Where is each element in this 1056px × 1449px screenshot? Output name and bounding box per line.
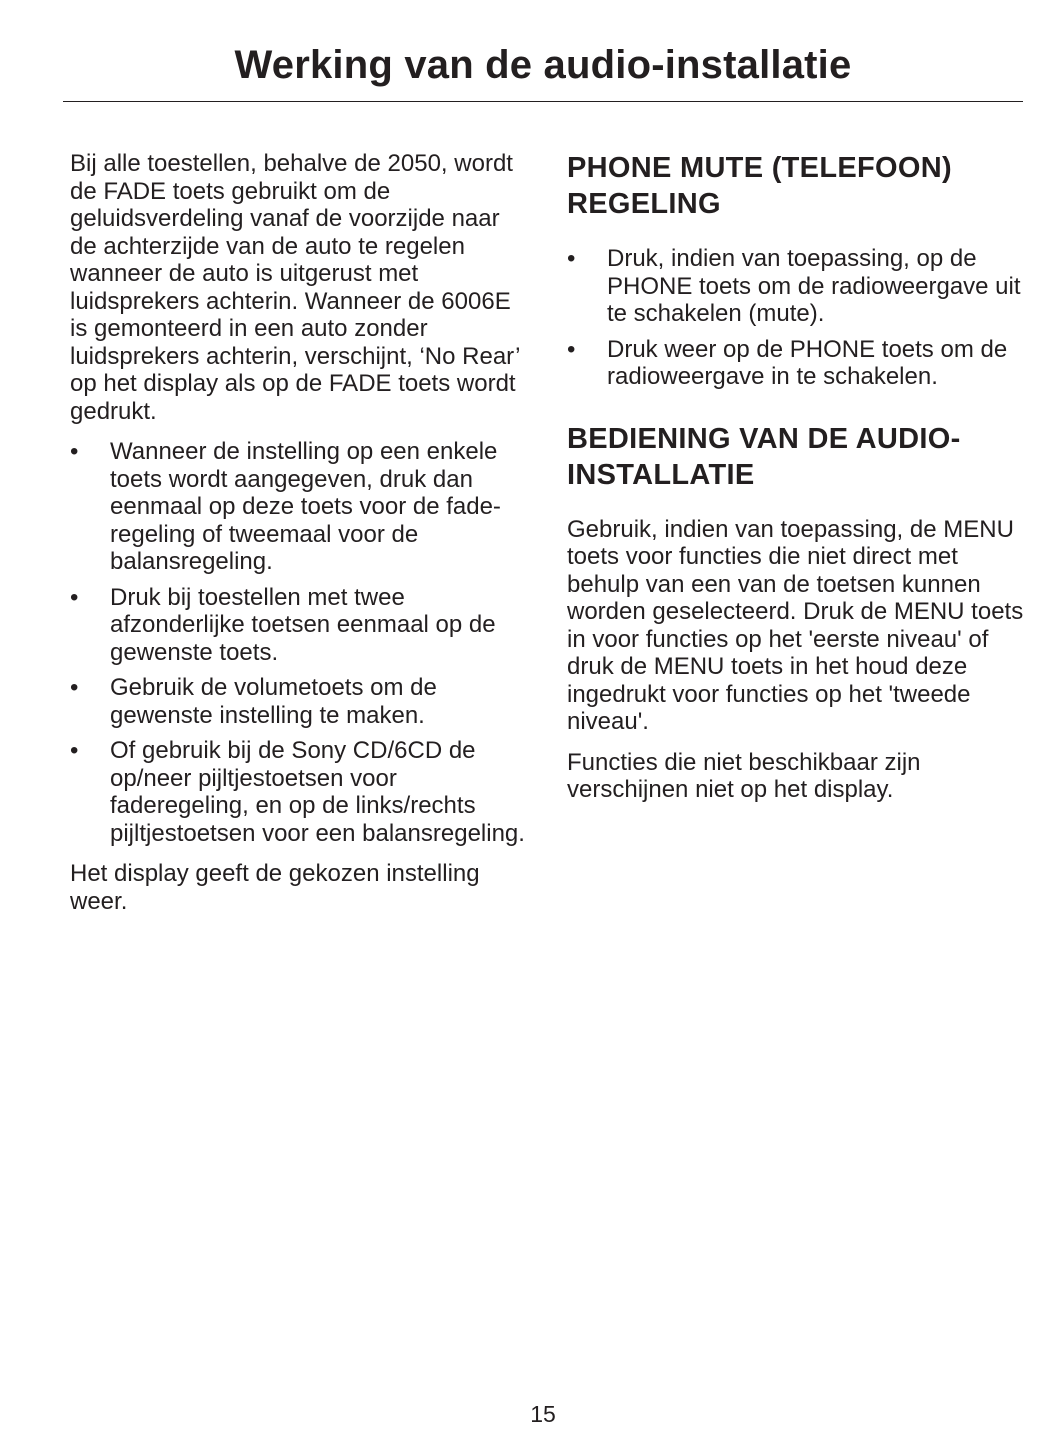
list-item-text: Druk bij toestellen met twee afzonderlijke toetsen eenmaal op de gewenste toets. xyxy=(110,583,496,666)
bullet-icon: • xyxy=(70,583,79,611)
bullet-icon: • xyxy=(70,737,79,764)
outro-paragraph: Het display geeft de gekozen instelling weer. xyxy=(70,860,480,915)
list-item xyxy=(70,737,530,847)
right-column xyxy=(567,150,1027,817)
list-item xyxy=(567,336,1027,391)
list-item xyxy=(567,245,1027,328)
intro-paragraph: Bij alle toestellen, behalve de 2050, wordt de FADE toets gebruikt om de geluidsverdeling vanaf de voorzijde naar de achterzijde van de auto te regelen wanneer de auto is uitgerust met luidsprekers achterin. Wanneer de 6006E is gemonteerd in een auto zonder luidsprekers achterin, verschijnt, ‘No Rear’ op het display als op de FADE toets wordt gedrukt. xyxy=(70,150,520,425)
list-item xyxy=(70,584,530,667)
functions-paragraph: Functies die niet beschikbaar zijn verschijnen niet op het display. xyxy=(567,748,921,803)
page-number: 15 xyxy=(530,1401,556,1427)
bediening-heading: BEDIENING VAN DE AUDIO-INSTALLATIE xyxy=(567,422,961,491)
title-divider xyxy=(63,101,1023,102)
phone-mute-heading: PHONE MUTE (TELEFOON) REGELING xyxy=(567,152,952,220)
left-column xyxy=(70,150,530,928)
list-item-text: Of gebruik bij de Sony CD/6CD de op/neer pijltjestoetsen voor faderegeling, en op de links/rechts pijltjestoetsen voor een balansregeling. xyxy=(110,737,525,847)
page-title: Werking van de audio-installatie xyxy=(234,43,852,87)
list-item xyxy=(70,674,530,729)
fade-bullet-list xyxy=(70,438,530,847)
bullet-icon: • xyxy=(567,245,576,272)
bullet-icon: • xyxy=(70,438,79,465)
phone-mute-bullet-list xyxy=(567,245,1027,391)
list-item-text: Druk, indien van toepassing, op de PHONE toets om de radioweergave uit te schakelen (mute). xyxy=(607,245,1021,327)
list-item xyxy=(70,438,530,576)
menu-paragraph: Gebruik, indien van toepassing, de MENU toets voor functies die niet direct met behulp van een van de toetsen kunnen worden geselecteerd. Druk de MENU toets in voor functies op het 'eerste niveau' of druk de MENU toets in het houd deze ingedrukt voor functies op het 'tweede niveau'. xyxy=(567,515,1024,735)
bullet-icon: • xyxy=(70,674,79,701)
list-item-text: Wanneer de instelling op een enkele toets wordt aangegeven, druk dan eenmaal op deze toets voor de fade-regeling of tweemaal voor de balansregeling. xyxy=(110,438,501,575)
list-item-text: Gebruik de volumetoets om de gewenste instelling te maken. xyxy=(110,674,437,729)
bullet-icon: • xyxy=(567,335,576,363)
list-item-text: Druk weer op de PHONE toets om de radioweergave in te schakelen. xyxy=(607,335,1008,390)
